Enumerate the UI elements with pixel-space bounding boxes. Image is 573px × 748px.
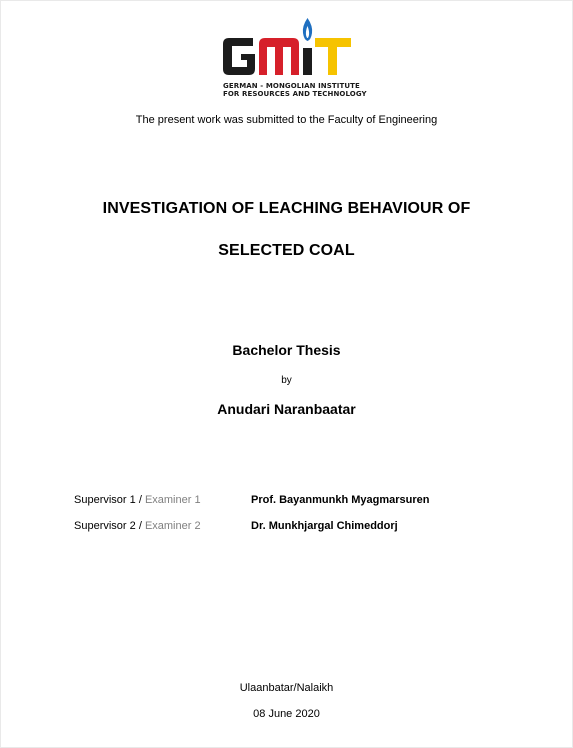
examiner-role: Examiner 2 <box>144 520 201 532</box>
thesis-type: Bachelor Thesis <box>232 342 341 358</box>
submission-statement: The present work was submitted to the Faculty of Engineering <box>135 114 438 126</box>
role-separator: / <box>135 494 145 506</box>
supervisor-1-label <box>74 494 201 506</box>
thesis-title-line2: SELECTED COAL <box>218 242 355 259</box>
logo-subtitle-line2: FOR RESOURCES AND TECHNOLOGY <box>223 90 367 98</box>
supervisor-2-name: Dr. Munkhjargal Chimeddorj <box>251 520 398 532</box>
logo-letter-t <box>315 38 351 75</box>
by-label: by <box>281 375 292 386</box>
supervisor-2-label <box>74 520 201 532</box>
role-separator: / <box>135 520 145 532</box>
logo-subtitle-line1: GERMAN - MONGOLIAN INSTITUTE <box>223 82 360 90</box>
supervisor-role: Supervisor 2 <box>74 520 136 532</box>
examiner-role: Examiner 1 <box>144 494 201 506</box>
logo-letter-i <box>303 48 312 75</box>
place: Ulaanbatar/Nalaikh <box>239 682 334 694</box>
logo-letter-g <box>223 38 255 75</box>
thesis-title-line1: INVESTIGATION OF LEACHING BEHAVIOUR OF <box>102 200 471 217</box>
gmit-logo-mark <box>219 14 355 84</box>
supervisor-role: Supervisor 1 <box>74 494 136 506</box>
gmit-logo <box>219 14 367 100</box>
logo-letter-m <box>259 38 299 75</box>
submission-date: 08 June 2020 <box>253 708 320 720</box>
author-name: Anudari Naranbaatar <box>217 401 356 417</box>
supervisor-1-name: Prof. Bayanmunkh Myagmarsuren <box>251 494 430 506</box>
